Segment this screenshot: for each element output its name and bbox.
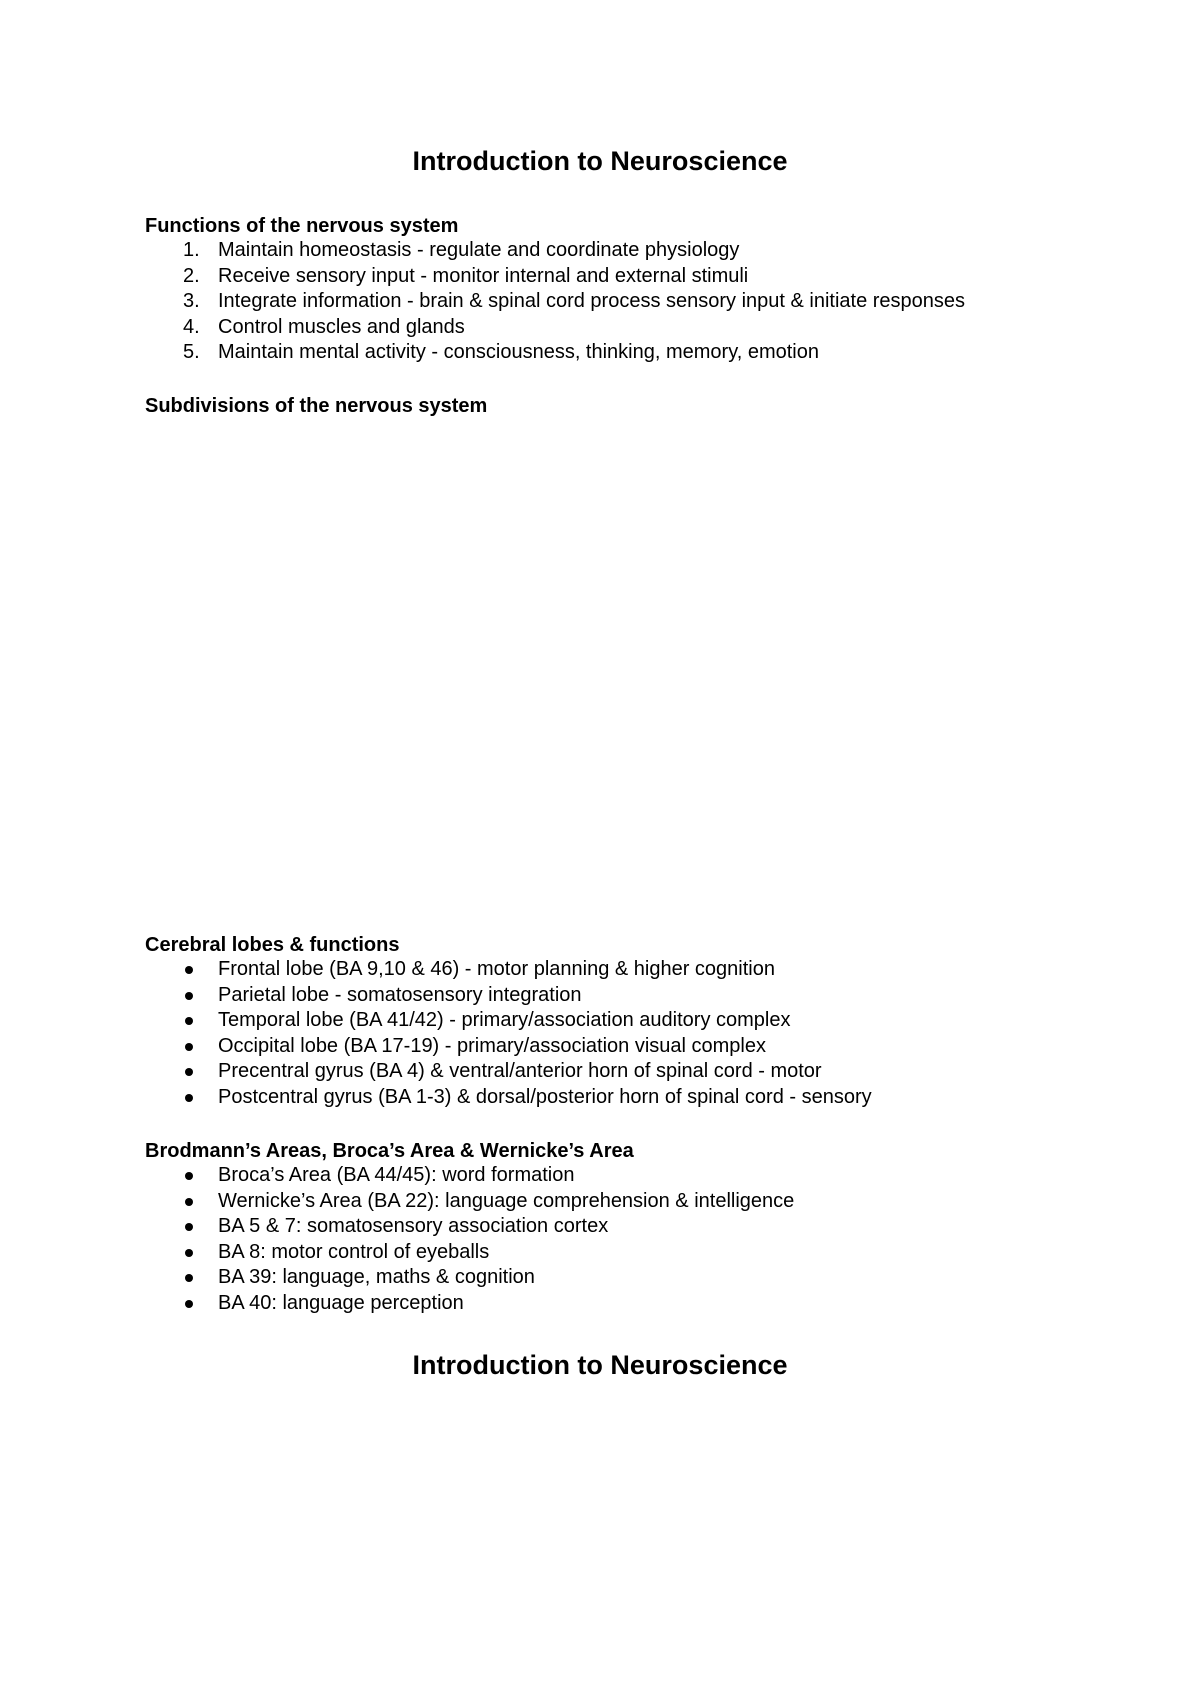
bullet-icon xyxy=(185,1094,193,1102)
section-heading-functions: Functions of the nervous system xyxy=(145,215,459,237)
document-title-repeat: Introduction to Neuroscience xyxy=(412,1350,788,1380)
brodmann-list xyxy=(145,1163,794,1317)
list-item-text: Broca’s Area (BA 44/45): word formation xyxy=(218,1164,575,1186)
bullet-icon xyxy=(185,1274,193,1282)
list-item xyxy=(145,1265,794,1291)
list-item xyxy=(145,1008,872,1034)
lobes-list xyxy=(145,957,872,1111)
list-item-text: Frontal lobe (BA 9,10 & 46) - motor planning & higher cognition xyxy=(218,958,775,980)
bullet-icon xyxy=(185,992,193,1000)
list-item xyxy=(145,1085,872,1111)
bullet-icon xyxy=(185,1017,193,1025)
list-item-text: Postcentral gyrus (BA 1-3) & dorsal/posterior horn of spinal cord - sensory xyxy=(218,1085,872,1108)
functions-list xyxy=(145,238,965,366)
list-item xyxy=(145,1291,794,1317)
section-heading-brodmann: Brodmann’s Areas, Broca’s Area & Wernicke’s Area xyxy=(145,1140,634,1162)
list-item xyxy=(145,983,872,1009)
list-item-text: Maintain homeostasis - regulate and coordinate physiology xyxy=(218,239,740,261)
bullet-icon xyxy=(185,1249,193,1257)
list-number: 3. xyxy=(183,290,200,313)
list-item xyxy=(145,1163,794,1189)
list-item xyxy=(145,1189,794,1215)
list-item-text: Wernicke’s Area (BA 22): language comprehension & intelligence xyxy=(218,1189,795,1212)
list-item-text: Precentral gyrus (BA 4) & ventral/anterior horn of spinal cord - motor xyxy=(218,1060,822,1083)
list-item xyxy=(145,1214,794,1240)
bullet-icon xyxy=(185,1068,193,1076)
list-item-text: BA 40: language perception xyxy=(218,1291,464,1314)
list-item-text: BA 39: language, maths & cognition xyxy=(218,1266,535,1289)
list-number: 1. xyxy=(183,239,200,261)
bullet-icon xyxy=(185,1043,193,1051)
list-number: 4. xyxy=(183,315,200,338)
list-item-text: Control muscles and glands xyxy=(218,315,465,338)
section-heading-subdivisions: Subdivisions of the nervous system xyxy=(145,395,488,417)
bullet-icon xyxy=(185,1223,193,1231)
list-item-text: Receive sensory input - monitor internal and external stimuli xyxy=(218,264,749,287)
bullet-icon xyxy=(185,1300,193,1308)
bullet-icon xyxy=(185,1172,193,1180)
list-item xyxy=(145,340,965,366)
list-item xyxy=(145,957,872,983)
list-item-text: Temporal lobe (BA 41/42) - primary/association auditory complex xyxy=(218,1009,791,1032)
list-item-text: Integrate information - brain & spinal cord process sensory input & initiate responses xyxy=(218,290,966,313)
bullet-icon xyxy=(185,966,193,974)
list-item xyxy=(145,1059,872,1085)
list-item-text: BA 5 & 7: somatosensory association cortex xyxy=(218,1215,609,1238)
list-item xyxy=(145,264,965,290)
list-item-text: Parietal lobe - somatosensory integration xyxy=(218,983,582,1006)
section-heading-lobes: Cerebral lobes & functions xyxy=(145,934,400,956)
list-item xyxy=(145,1034,872,1060)
document-title: Introduction to Neuroscience xyxy=(412,146,788,176)
list-item xyxy=(145,1240,794,1266)
list-item-text: Maintain mental activity - consciousness, thinking, memory, emotion xyxy=(218,341,819,364)
list-number: 2. xyxy=(183,264,200,287)
list-item-text: Occipital lobe (BA 17-19) - primary/association visual complex xyxy=(218,1034,766,1057)
bullet-icon xyxy=(185,1198,193,1206)
list-item xyxy=(145,289,965,315)
list-item-text: BA 8: motor control of eyeballs xyxy=(218,1240,490,1263)
blank-diagram-area xyxy=(145,420,1055,920)
list-number: 5. xyxy=(183,341,200,364)
list-item xyxy=(145,238,965,264)
list-item xyxy=(145,315,965,341)
